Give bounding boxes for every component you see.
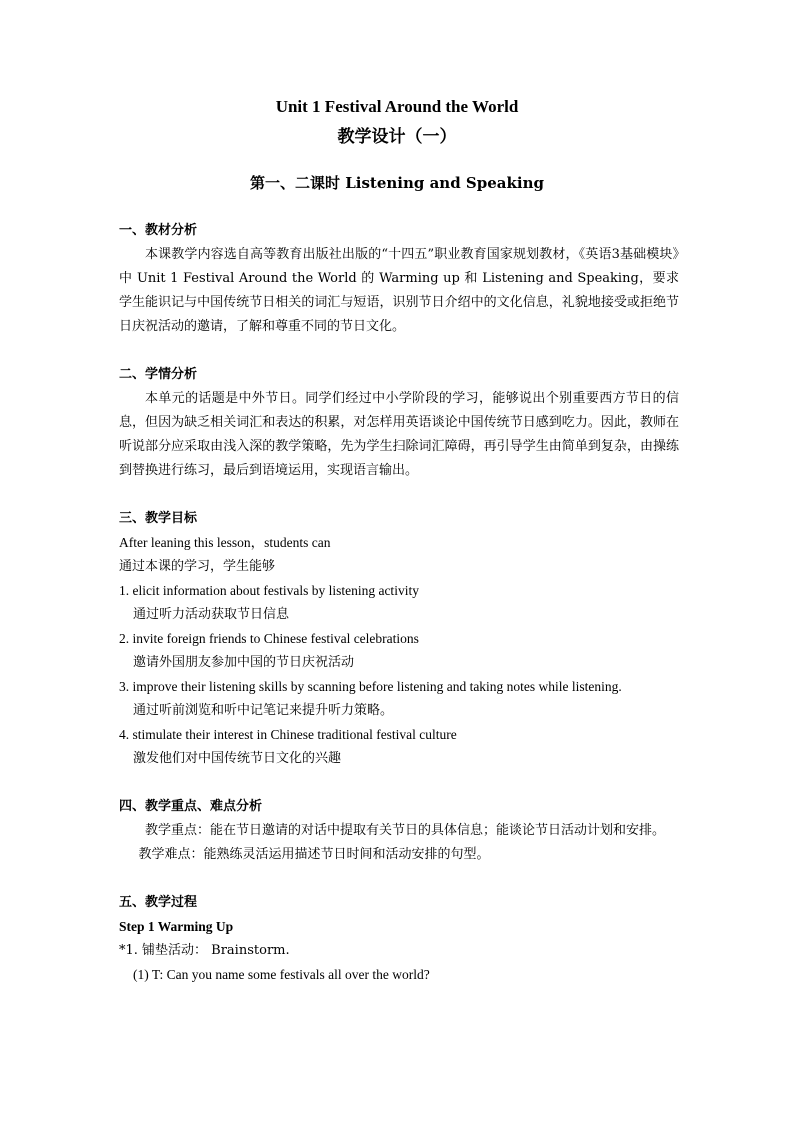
section-heading-objectives: 三、教学目标	[119, 511, 198, 526]
goal-1-en: 1. elicit information about festivals by listening activity	[119, 583, 419, 598]
goal-2-en: 2. invite foreign friends to Chinese festival celebrations	[119, 631, 419, 646]
goal-4-en: 4. stimulate their interest in Chinese traditional festival culture	[119, 727, 457, 742]
section-heading-materials: 一、教材分析	[119, 223, 198, 238]
step-1-heading: Step 1 Warming Up	[119, 919, 234, 934]
goal-3-en: 3. improve their listening skills by scanning before listening and taking notes while listening.	[119, 679, 622, 694]
warmup-question: (1) T: Can you name some festivals all over the world?	[133, 967, 430, 982]
difficult-points-paragraph: 教学难点：能熟练灵活运用描述节日时间和活动安排的句型。	[138, 847, 490, 862]
section-heading-process: 五、教学过程	[119, 895, 198, 910]
goal-3-cn: 通过听前浏览和听中记笔记来提升听力策略。	[133, 703, 394, 718]
warmup-activity: *1. 铺垫活动： Brainstorm.	[119, 943, 290, 958]
document-body	[119, 219, 679, 987]
objectives-intro-cn: 通过本课的学习，学生能够	[119, 559, 276, 574]
lesson-title: 第一、二课时 Listening and Speaking	[249, 174, 544, 192]
section-heading-keypoints: 四、教学重点、难点分析	[119, 799, 263, 814]
goal-1-cn: 通过听力活动获取节日信息	[133, 607, 290, 622]
objectives-intro-en: After leaning this lesson，students can	[119, 535, 331, 550]
document-title-en: Unit 1 Festival Around the World	[275, 97, 519, 116]
section-heading-learners: 二、学情分析	[119, 367, 198, 382]
goal-2-cn: 邀请外国朋友参加中国的节日庆祝活动	[133, 655, 355, 670]
goal-4-cn: 激发他们对中国传统节日文化的兴趣	[133, 751, 342, 766]
key-points-paragraph: 教学重点：能在节日邀请的对话中提取有关节日的具体信息；能谈论节日活动计划和安排。	[145, 823, 666, 838]
learners-paragraph: 本单元的话题是中外节日。同学们经过中小学阶段的学习，能够说出个别重要西方节日的信息，但因为缺乏相关词汇和表达的积累，对怎样用英语谈论中国传统节日感到吃力。因此，教师在听说部分应采取由浅入深的教学策略，先为学生扫除词汇障碍，再引导学生由简单到复杂，由操练到替换进行练习，最后到语境运用，实现语言输出。	[119, 391, 679, 478]
document-title-cn: 教学设计（一）	[337, 127, 457, 147]
materials-paragraph: 本课教学内容选自高等教育出版社出版的“十四五”职业教育国家规划教材，《英语3基础模块》中 Unit 1 Festival Around the World 的 Warming up 和 Listening and Speaking，要求学生能识记与中国传统节日相关的词汇与短语，识别节日介绍中的文化信息，礼貌地接受或拒绝节日庆祝活动的邀请，了解和尊重不同的节日文化。	[119, 247, 679, 334]
